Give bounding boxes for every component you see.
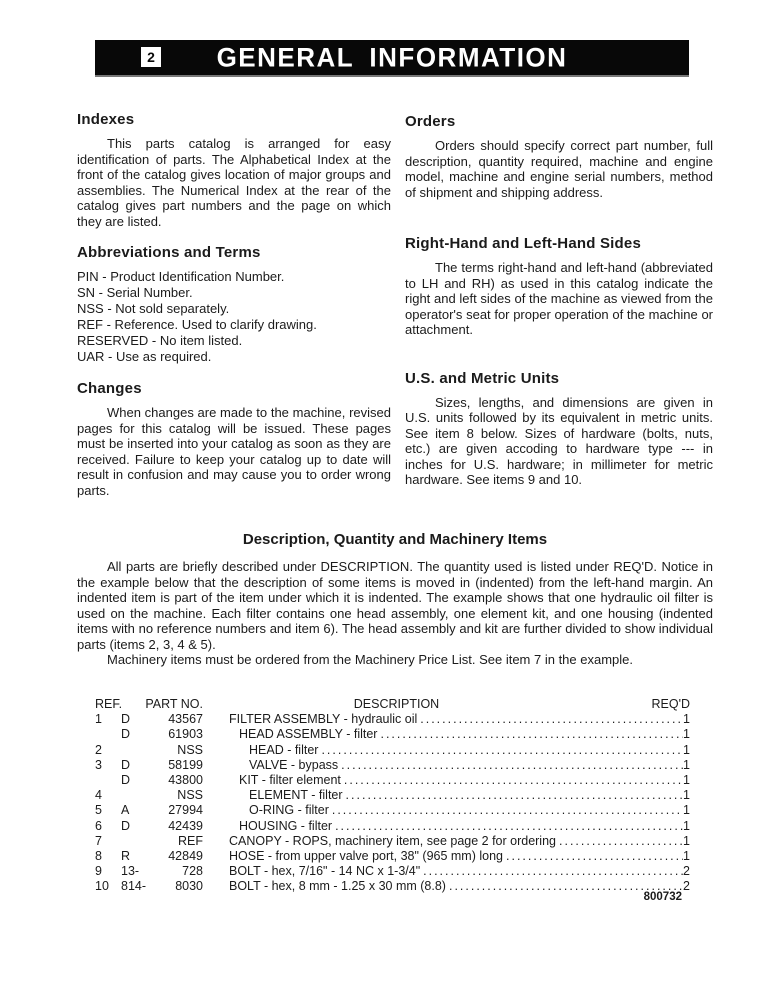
description-cell: FILTER ASSEMBLY - hydraulic oil bbox=[229, 712, 418, 727]
units-section bbox=[405, 369, 713, 488]
orders-section bbox=[405, 112, 713, 200]
description-paragraph: All parts are briefly described under DESCRIPTION. The quantity used is listed under REQ'D. Notice in the example below that the description of some items is moved in (indented) from the left-hand margin. An indented item is part of the item under which it is indented. The example shows that one hydraulic oil filter is used on the machine. Each filter contains one head assembly, one element kit, and one housing (indented items with no reference numbers and item 6). The head assembly and kit are further divided to show individual parts (items 2, 3, 4 & 5). bbox=[77, 559, 713, 652]
description-cell: BOLT - hex, 7/16" - 14 NC x 1-3/4" bbox=[229, 864, 421, 879]
dot-leader bbox=[559, 834, 683, 849]
indexes-paragraph: This parts catalog is arranged for easy identification of parts. The Alphabetical Index at the front of the catalog gives location of major groups and assemblies. The Numerical Index at the rear of the catalog gives part numbers and the page on which they are listed. bbox=[77, 136, 391, 229]
reqd-cell: 1 bbox=[683, 849, 690, 864]
abbreviation-item: PIN - Product Identification Number. bbox=[77, 269, 285, 284]
part-no-header: PART NO. bbox=[145, 697, 203, 711]
units-heading: U.S. and Metric Units bbox=[405, 369, 560, 387]
table-row bbox=[95, 819, 690, 834]
page-title: GENERAL INFORMATION bbox=[216, 41, 568, 73]
orders-heading: Orders bbox=[405, 113, 456, 130]
part-number-cell: 728 bbox=[182, 864, 203, 879]
indexes-heading: Indexes bbox=[77, 111, 135, 128]
description-header: DESCRIPTION bbox=[353, 697, 440, 711]
table-row bbox=[95, 773, 690, 788]
part-number-cell: REF bbox=[178, 833, 203, 848]
part-prefix-cell: 13- bbox=[121, 864, 140, 879]
reqd-cell: 1 bbox=[683, 818, 690, 833]
column-left bbox=[77, 110, 391, 498]
column-right bbox=[405, 110, 713, 498]
ref-cell: 7 bbox=[95, 833, 102, 848]
ref-cell: 4 bbox=[95, 788, 102, 803]
chapter-number-badge: 2 bbox=[141, 47, 161, 67]
abbreviation-list bbox=[77, 269, 391, 365]
part-prefix-cell: 814- bbox=[121, 879, 147, 894]
dot-leader bbox=[506, 849, 683, 864]
reqd-header: REQ'D bbox=[651, 697, 690, 711]
part-prefix-cell: D bbox=[121, 818, 131, 833]
description-cell: HOUSING - filter bbox=[239, 818, 333, 833]
part-number-cell: 58199 bbox=[168, 757, 203, 772]
part-number-cell: 43567 bbox=[168, 712, 203, 727]
reqd-cell: 1 bbox=[683, 757, 690, 772]
table-row bbox=[95, 864, 690, 879]
description-cell: O-RING - filter bbox=[249, 803, 329, 818]
description-section-heading: Description, Quantity and Machinery Items bbox=[242, 531, 548, 548]
orders-paragraph: Orders should specify correct part number, full description, quantity required, machine and engine model, machine and engine serial numbers, method of shipment and shipping address. bbox=[405, 138, 713, 200]
machinery-note: Machinery items must be ordered from the Machinery Price List. See item 7 in the example. bbox=[107, 652, 633, 667]
dot-leader bbox=[321, 743, 683, 758]
sides-heading: Right-Hand and Left-Hand Sides bbox=[405, 235, 641, 252]
description-cell: BOLT - hex, 8 mm - 1.25 x 30 mm (8.8) bbox=[229, 879, 446, 894]
table-row bbox=[95, 788, 690, 803]
ref-cell: 6 bbox=[95, 818, 102, 833]
part-prefix-cell: D bbox=[121, 712, 131, 727]
abbreviations-heading: Abbreviations and Terms bbox=[77, 244, 261, 261]
part-number-cell: 42849 bbox=[168, 849, 203, 864]
dot-leader bbox=[423, 864, 683, 879]
reqd-cell: 2 bbox=[683, 864, 690, 879]
dot-leader bbox=[346, 788, 684, 803]
ref-cell: 3 bbox=[95, 757, 102, 772]
dot-leader bbox=[344, 773, 683, 788]
part-prefix-cell: D bbox=[121, 727, 131, 742]
part-number-cell: 43800 bbox=[168, 773, 203, 788]
two-column-area bbox=[77, 110, 713, 498]
sides-paragraph: The terms right-hand and left-hand (abbreviated to LH and RH) as used in this catalog indicate the right and left sides of the machine as viewed from the operator's seat for proper operation of the machine or attachment. bbox=[405, 260, 713, 337]
part-prefix-cell: D bbox=[121, 757, 131, 772]
dot-leader bbox=[332, 803, 683, 818]
changes-section bbox=[77, 379, 391, 498]
description-cell: VALVE - bypass bbox=[249, 757, 339, 772]
indexes-section bbox=[77, 110, 391, 229]
abbreviation-item: RESERVED - No item listed. bbox=[77, 333, 243, 348]
reqd-cell: 1 bbox=[683, 788, 690, 803]
description-cell: HOSE - from upper valve port, 38" (965 mm) long bbox=[229, 849, 503, 864]
description-cell: HEAD ASSEMBLY - filter bbox=[239, 727, 378, 742]
table-row bbox=[95, 834, 690, 849]
parts-table bbox=[95, 697, 690, 895]
abbreviations-section bbox=[77, 243, 391, 365]
reqd-cell: 1 bbox=[683, 727, 690, 742]
description-cell: KIT - filter element bbox=[239, 773, 341, 788]
form-number: 800732 bbox=[643, 891, 682, 903]
dot-leader bbox=[380, 727, 683, 742]
reqd-cell: 1 bbox=[683, 712, 690, 727]
dot-leader bbox=[335, 819, 683, 834]
table-row bbox=[95, 743, 690, 758]
part-number-cell: NSS bbox=[177, 788, 203, 803]
ref-cell: 5 bbox=[95, 803, 102, 818]
description-cell: ELEMENT - filter bbox=[249, 788, 343, 803]
ref-cell: 1 bbox=[95, 712, 102, 727]
reqd-cell: 2 bbox=[683, 879, 690, 894]
abbreviation-item: REF - Reference. Used to clarify drawing. bbox=[77, 317, 317, 332]
part-number-cell: 8030 bbox=[175, 879, 203, 894]
reqd-cell: 1 bbox=[683, 742, 690, 757]
abbreviation-item: SN - Serial Number. bbox=[77, 285, 193, 300]
changes-heading: Changes bbox=[77, 380, 142, 397]
units-paragraph: Sizes, lengths, and dimensions are given in U.S. units followed by its equivalent in metric units. See item 8 below. Sizes of hardware (bolts, nuts, etc.) are given accoding to hardware type --- in inches for U.S. hardware; in millimeter for metric hardware. See items 9 and 10. bbox=[405, 394, 713, 487]
reqd-cell: 1 bbox=[683, 803, 690, 818]
ref-cell: 10 bbox=[95, 879, 109, 894]
abbreviation-item: NSS - Not sold separately. bbox=[77, 301, 230, 316]
ref-cell: 9 bbox=[95, 864, 102, 879]
description-cell: CANOPY - ROPS, machinery item, see page 2 for ordering bbox=[229, 833, 556, 848]
abbreviation-item: UAR - Use as required. bbox=[77, 349, 212, 364]
table-row bbox=[95, 803, 690, 818]
table-row bbox=[95, 727, 690, 742]
dot-leader bbox=[420, 712, 683, 727]
table-header-row bbox=[95, 697, 690, 712]
table-row bbox=[95, 712, 690, 727]
part-number-cell: 42439 bbox=[168, 818, 203, 833]
part-number-cell: NSS bbox=[177, 742, 203, 757]
part-prefix-cell: D bbox=[121, 773, 131, 788]
table-row bbox=[95, 758, 690, 773]
part-number-cell: 61903 bbox=[168, 727, 203, 742]
description-quantity-section bbox=[77, 531, 713, 668]
part-prefix-cell: A bbox=[121, 803, 130, 818]
reqd-cell: 1 bbox=[683, 773, 690, 788]
reqd-cell: 1 bbox=[683, 833, 690, 848]
ref-cell: 2 bbox=[95, 742, 102, 757]
ref-cell: 8 bbox=[95, 849, 102, 864]
table-row bbox=[95, 849, 690, 864]
chapter-header-bar bbox=[95, 40, 689, 77]
part-prefix-cell: R bbox=[121, 849, 131, 864]
part-number-cell: 27994 bbox=[168, 803, 203, 818]
sides-section bbox=[405, 234, 713, 338]
dot-leader bbox=[341, 758, 683, 773]
description-cell: HEAD - filter bbox=[249, 742, 319, 757]
changes-paragraph: When changes are made to the machine, revised pages for this catalog will be issued. These pages must be inserted into your catalog as soon as they are received. Failure to keep your catalog up to date will result in confusion and may cause you to order wrong parts. bbox=[77, 405, 391, 498]
ref-header: REF. bbox=[95, 697, 123, 711]
